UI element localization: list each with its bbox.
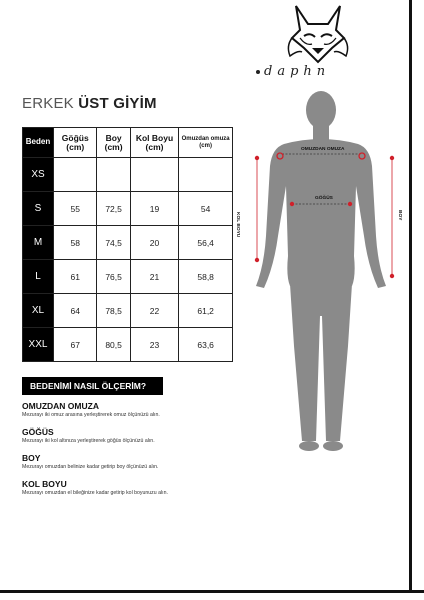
body-silhouette bbox=[256, 91, 386, 451]
page-frame-right bbox=[409, 0, 424, 600]
howto-section-boy bbox=[22, 453, 172, 470]
figure-label-kol-boyu: KOL BOYU bbox=[235, 212, 240, 238]
page-frame-bottom bbox=[0, 590, 424, 600]
table-row bbox=[23, 260, 233, 294]
size-cell: S bbox=[23, 192, 54, 226]
kol-cell: 20 bbox=[130, 226, 179, 260]
header-beden: Beden bbox=[23, 128, 54, 158]
header-omuzdan-omuza: Omuzdan omuza (cm) bbox=[179, 128, 233, 158]
howto-section-omuz bbox=[22, 401, 172, 418]
boy-cell bbox=[97, 158, 130, 192]
boy-cell: 76,5 bbox=[97, 260, 130, 294]
gogus-cell: 61 bbox=[54, 260, 97, 294]
kol-cell: 23 bbox=[130, 328, 179, 362]
howto-section-gogus bbox=[22, 427, 172, 444]
boy-cell: 72,5 bbox=[97, 192, 130, 226]
omuz-cell: 63,6 bbox=[179, 328, 233, 362]
header-gogus: Göğüs (cm) bbox=[54, 128, 97, 158]
kol-cell: 21 bbox=[130, 260, 179, 294]
omuz-cell: 54 bbox=[179, 192, 233, 226]
section-text: Mezurayı iki omuz arasına yerleştirerek omuz ölçünüzü alın. bbox=[22, 412, 160, 418]
gogus-cell bbox=[54, 158, 97, 192]
title-bold: ÜST GİYİM bbox=[78, 95, 157, 112]
brand-dot-icon bbox=[256, 70, 260, 74]
size-cell: XS bbox=[23, 158, 54, 192]
section-heading: BOY bbox=[22, 453, 41, 463]
size-cell: L bbox=[23, 260, 54, 294]
figure-label-boy: BOY bbox=[397, 210, 402, 221]
table-row bbox=[23, 192, 233, 226]
kol-cell: 19 bbox=[130, 192, 179, 226]
howto-section-kol-boyu bbox=[22, 479, 172, 496]
gogus-cell: 67 bbox=[54, 328, 97, 362]
table-row bbox=[23, 226, 233, 260]
size-cell: XXL bbox=[23, 328, 54, 362]
size-chart-table bbox=[22, 127, 233, 362]
omuz-cell bbox=[179, 158, 233, 192]
section-heading: OMUZDAN OMUZA bbox=[22, 401, 99, 411]
gogus-cell: 58 bbox=[54, 226, 97, 260]
page-title bbox=[22, 95, 157, 112]
section-heading: KOL BOYU bbox=[22, 479, 67, 489]
sleeve-measure-line bbox=[255, 156, 259, 262]
section-heading: GÖĞÜS bbox=[22, 427, 54, 437]
boy-cell: 80,5 bbox=[97, 328, 130, 362]
figure-label-gogus: GÖĞÜS bbox=[315, 196, 333, 201]
gogus-cell: 55 bbox=[54, 192, 97, 226]
table-row bbox=[23, 294, 233, 328]
size-cell: M bbox=[23, 226, 54, 260]
omuz-cell: 61,2 bbox=[179, 294, 233, 328]
omuz-cell: 58,8 bbox=[179, 260, 233, 294]
omuz-cell: 56,4 bbox=[179, 226, 233, 260]
title-light: ERKEK bbox=[22, 95, 74, 112]
table-row bbox=[23, 328, 233, 362]
table-header-row bbox=[23, 128, 233, 158]
brand-name: daphn bbox=[256, 64, 330, 79]
kol-cell: 22 bbox=[130, 294, 179, 328]
gogus-cell: 64 bbox=[54, 294, 97, 328]
section-text: Mezurayı omuzdan el bileğinize kadar getirip kol boyunuzu alın. bbox=[22, 490, 168, 496]
section-text: Mezurayı iki kol altınıza yerleştirerek göğüs ölçünüzü alın. bbox=[22, 438, 155, 444]
figure-label-omuz: OMUZDAN OMUZA bbox=[301, 147, 345, 152]
header-boy: Boy (cm) bbox=[97, 128, 130, 158]
header-kol-boyu: Kol Boyu (cm) bbox=[130, 128, 179, 158]
table-row bbox=[23, 158, 233, 192]
boy-cell: 74,5 bbox=[97, 226, 130, 260]
body-measurement-figure bbox=[236, 86, 406, 466]
size-cell: XL bbox=[23, 294, 54, 328]
length-measure-line bbox=[390, 156, 394, 278]
fox-logo-icon bbox=[282, 2, 354, 66]
section-text: Mezurayı omuzdan belinize kadar getirip boy ölçünüzü alın. bbox=[22, 464, 159, 470]
kol-cell bbox=[130, 158, 179, 192]
howto-title: BEDENİMİ NASIL ÖLÇERİM? bbox=[22, 377, 163, 395]
boy-cell: 78,5 bbox=[97, 294, 130, 328]
